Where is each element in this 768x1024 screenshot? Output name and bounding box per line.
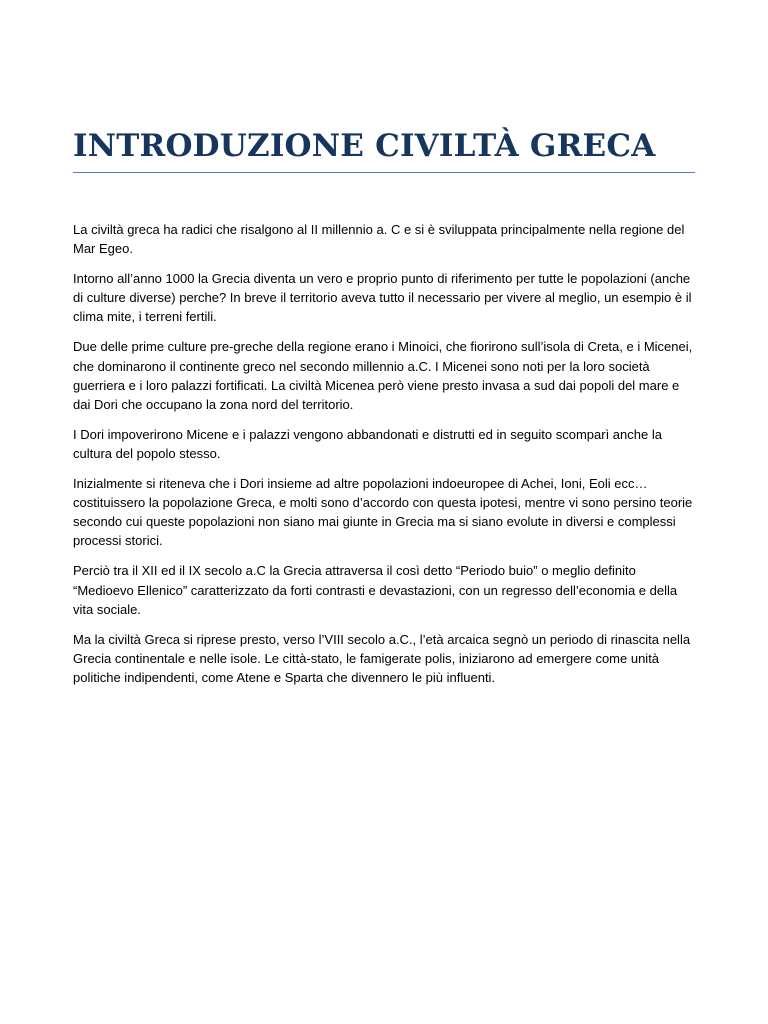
document-title: INTRODUZIONE CIVILTÀ GRECA (73, 128, 656, 164)
paragraph: Perciò tra il XII ed il IX secolo a.C la Grecia attraversa il così detto “Periodo buio” o meglio definito “Medioevo Ellenico” caratterizzato da forti contrasti e devastazioni, con un regresso dell’economia e della vita sociale. (73, 563, 678, 617)
title-underline (73, 172, 695, 173)
document-body (73, 220, 695, 698)
paragraph: La civiltà greca ha radici che risalgono al II millennio a. C e si è sviluppata principalmente nella regione del Mar Egeo. (73, 222, 685, 257)
paragraph: Due delle prime culture pre-greche della regione erano i Minoici, che fiorirono sull’isola di Creta, e i Micenei, che dominarono il continente greco nel secondo millennio a.C. I Micenei sono noti per la loro società guerriera e i loro palazzi fortificati. La civiltà Micenea però viene presto invasa a sud dai popoli del mare e dai Dori che occupano la zona nord del territorio. (73, 339, 693, 412)
paragraph: Ma la civiltà Greca si riprese presto, verso l’VIII secolo a.C., l’età arcaica segnò un periodo di rinascita nella Grecia continentale e nelle isole. Le città-stato, le famigerate polis, iniziarono ad emergere come unità politiche indipendenti, come Atene e Sparta che divennero le più influenti. (73, 631, 691, 685)
paragraph: I Dori impoverirono Micene e i palazzi vengono abbandonati e distrutti ed in seguito scomparì anche la cultura del popolo stesso. (73, 426, 662, 461)
paragraph: Inizialmente si riteneva che i Dori insieme ad altre popolazioni indoeuropee di Achei, Ioni, Eoli ecc… costituissero la popolazione Greca, e molti sono d’accordo con questa ipotesi, mentre vi sono persino teorie secondo cui queste popolazioni non siano mai giunte in Grecia ma si siano evolute in diversi e complessi processi storici. (73, 476, 693, 549)
paragraph: Intorno all’anno 1000 la Grecia diventa un vero e proprio punto di riferimento per tutte le popolazioni (anche di culture diverse) perche? In breve il territorio aveva tutto il necessario per vivere al meglio, un esempio è il clima mite, i terreni fertili. (73, 271, 692, 325)
